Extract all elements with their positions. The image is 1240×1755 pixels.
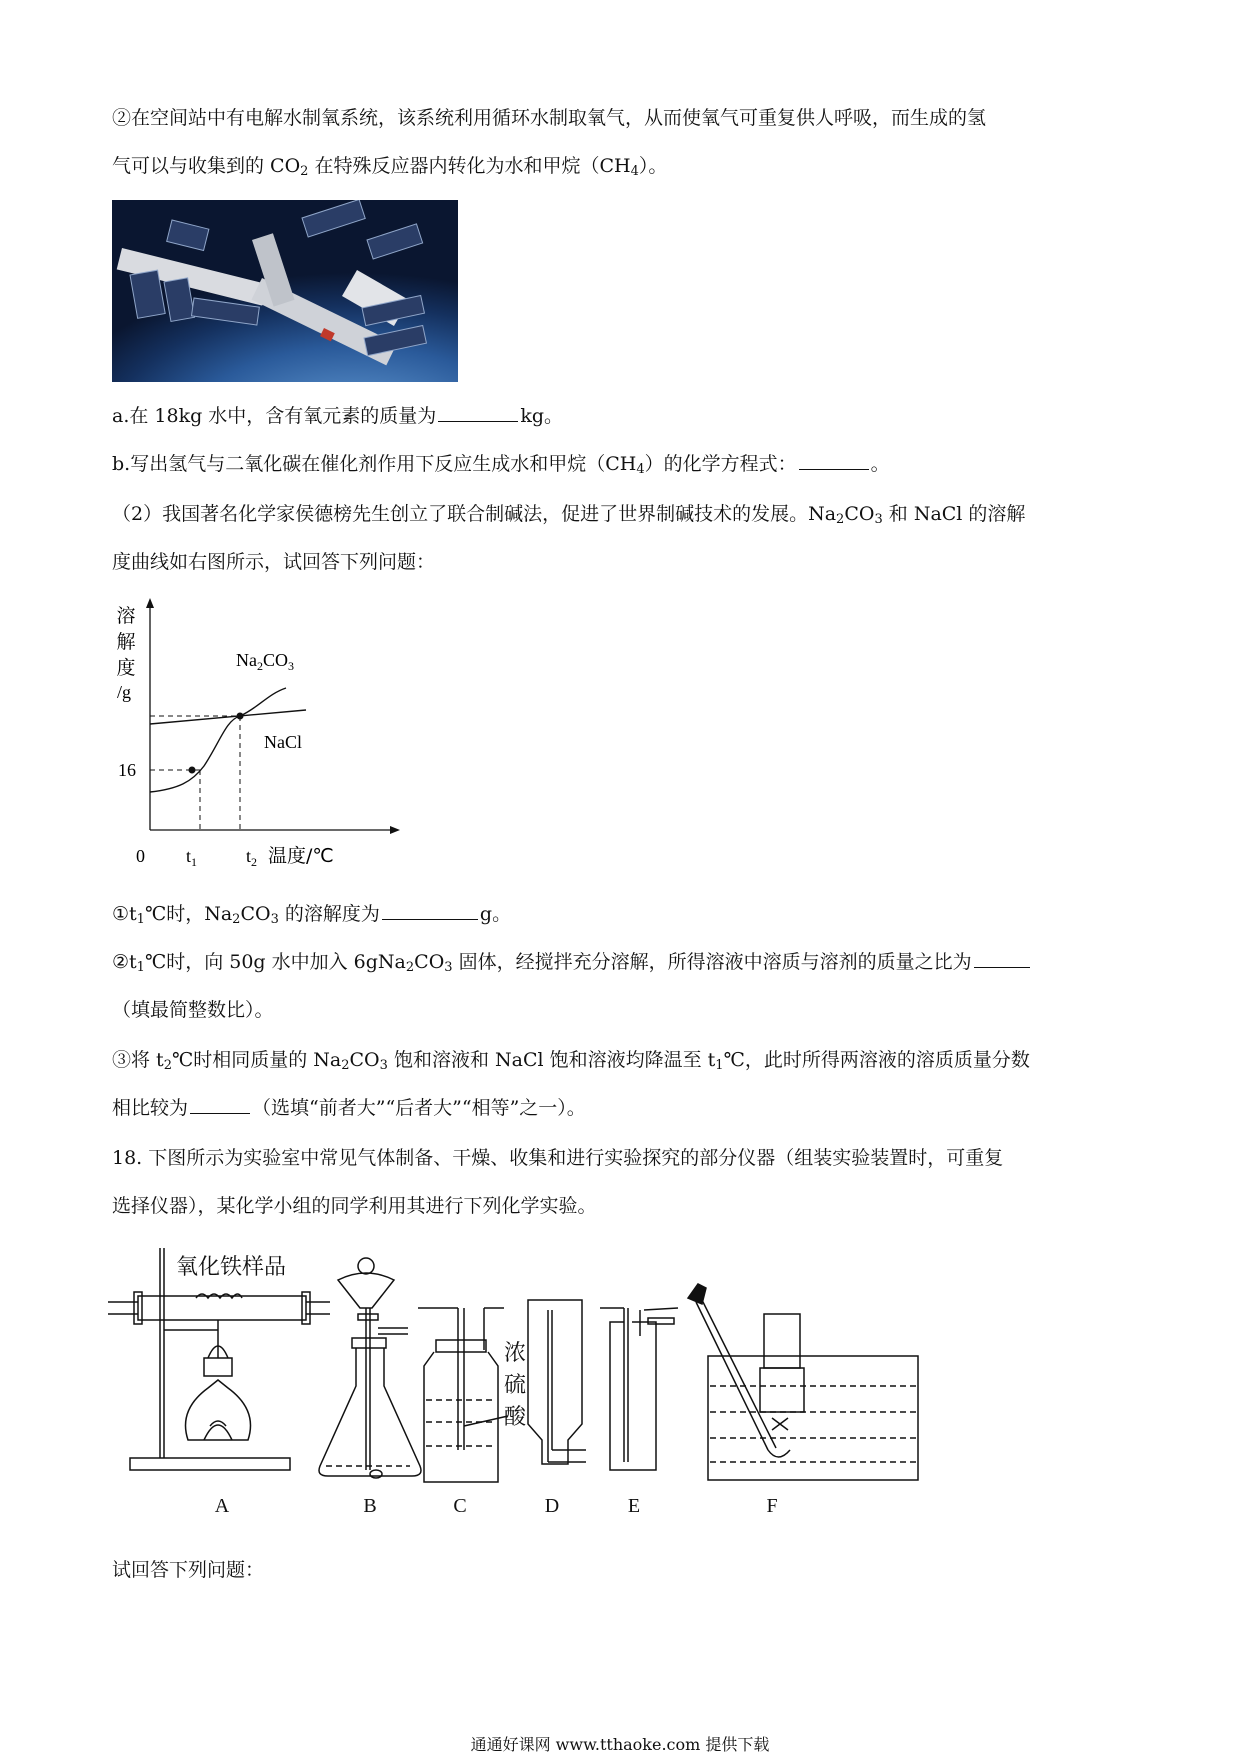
- intro-text-2a: 气可以与收集到的 CO: [112, 155, 301, 177]
- x-axis-label: 温度/℃: [268, 845, 334, 867]
- nacl-curve: [150, 710, 306, 724]
- apparatus-e: [600, 1308, 678, 1470]
- letter-d: D: [544, 1495, 560, 1517]
- space-station-photo: [112, 200, 458, 382]
- question-18-line-1: 18. 下图所示为实验室中常见气体制备、干燥、收集和进行实验探究的部分仪器（组装实验装置时，可重复: [112, 1147, 1004, 1169]
- answer-blank-1[interactable]: [382, 901, 478, 920]
- q2-text-b: CO: [844, 503, 875, 525]
- apparatus-c: [418, 1308, 508, 1482]
- series-label-nacl: NaCl: [264, 732, 302, 752]
- answer-blank-a[interactable]: [438, 403, 518, 422]
- q2-text-c: 和 NaCl 的溶解: [882, 503, 1026, 525]
- ch4-subscript: 4: [630, 164, 639, 179]
- y-axis-arrow: [146, 598, 154, 608]
- sub-question-1: $①t_1℃$时，$Na_2CO_3$ 的溶解度为 g。: [112, 903, 512, 927]
- letter-e: E: [627, 1495, 641, 1517]
- q2-sub-3: 3: [874, 512, 883, 527]
- apparatus-d: [528, 1300, 586, 1464]
- q2-text-a: （2）我国著名化学家侯德榜先生创立了联合制碱法，促进了世界制碱技术的发展。Na: [112, 503, 837, 525]
- letter-f: F: [766, 1495, 778, 1517]
- question-a: [112, 402, 1132, 430]
- intro-line-1: [112, 104, 1132, 132]
- sub-question-2-line-2: （填最简整数比）。: [112, 999, 274, 1021]
- acid-label-3: 酸: [504, 1405, 527, 1430]
- sub-question-2: $②t_1℃$时，向 50g 水中加入 $6gNa_2CO_3$ 固体，经搅拌充分溶解，所得溶液中溶质与溶剂的质量之比为: [112, 948, 1132, 976]
- footer-text: 通通好课网 www.tthaoke.com 提供下载: [470, 1735, 770, 1754]
- question-b: [112, 450, 1132, 478]
- series-label-na2co3: $Na_2CO_3$: [236, 650, 295, 673]
- space-station-illustration: [112, 200, 458, 382]
- solubility-chart: [108, 596, 408, 874]
- letter-a: A: [214, 1495, 230, 1517]
- question-2-line-1: [112, 500, 1132, 528]
- intro-line-2: [112, 152, 1132, 180]
- answer-blank-b[interactable]: [799, 451, 869, 470]
- apparatus-b: [319, 1258, 421, 1478]
- y-label-unit: /g: [116, 682, 132, 702]
- sub-question-3: ③将 $t_2℃$时相同质量的 $Na_2CO_3$ 饱和溶液和 NaCl 饱和溶液均降温至 $t_1℃$，此时所得两溶液的溶质质量分数: [112, 1049, 1030, 1073]
- co2-subscript: 2: [300, 164, 309, 179]
- acid-label-1: 浓: [504, 1341, 527, 1366]
- intro-text-2c: ）。: [638, 155, 668, 177]
- question-a-text: a.在 18kg 水中，含有氧元素的质量为: [112, 405, 437, 427]
- q2-sub-2: 2: [836, 512, 845, 527]
- question-2-line-2: [112, 548, 1132, 576]
- answer-blank-3[interactable]: [190, 1095, 250, 1114]
- y-tick-16: 16: [118, 760, 136, 780]
- sub-question-3-line-2: 相比较为 （选填“前者大”“后者大”“相等”之一）。: [112, 1097, 586, 1119]
- apparatus-diagram: [108, 1240, 928, 1530]
- y-label-char-1: 溶: [116, 605, 136, 627]
- point-t2-intersection: [237, 713, 244, 720]
- sample-label: 氧化铁样品: [176, 1255, 287, 1280]
- letter-b: B: [363, 1495, 377, 1517]
- question-b-text: b.写出氢气与二氧化碳在催化剂作用下反应生成水和甲烷（CH: [112, 453, 637, 475]
- x-tick-t2: $t_2$: [246, 846, 258, 869]
- answer-blank-2[interactable]: [974, 949, 1030, 968]
- y-label-char-3: 度: [116, 657, 136, 679]
- intro-text-2b: 在特殊反应器内转化为水和甲烷（CH: [308, 155, 631, 177]
- question-b-subscript: 4: [636, 462, 645, 477]
- origin-label: 0: [136, 846, 145, 866]
- x-tick-t1: $t_1$: [186, 846, 198, 869]
- q2-text-line-2: 度曲线如右图所示，试回答下列问题：: [112, 551, 436, 573]
- apparatus-f: [688, 1284, 918, 1480]
- letter-c: C: [453, 1495, 467, 1517]
- acid-label-2: 硫: [504, 1373, 527, 1398]
- question-18-line-2: 选择仪器），某化学小组的同学利用其进行下列化学实验。: [112, 1195, 597, 1217]
- y-label-char-2: 解: [116, 631, 136, 653]
- point-t1: [189, 767, 196, 774]
- apparatus-a: [108, 1248, 330, 1470]
- page-footer: [0, 1732, 1240, 1755]
- question-b-text-2: ）的化学方程式：: [644, 453, 797, 475]
- question-a-unit: kg。: [520, 405, 563, 427]
- question-b-end: 。: [870, 453, 890, 475]
- intro-text-1: ②在空间站中有电解水制氧系统，该系统利用循环水制取氧气，从而使氧气可重复供人呼吸，而生成的氢: [112, 107, 987, 129]
- x-axis-arrow: [390, 826, 400, 834]
- closing-line: 试回答下列问题：: [112, 1559, 265, 1581]
